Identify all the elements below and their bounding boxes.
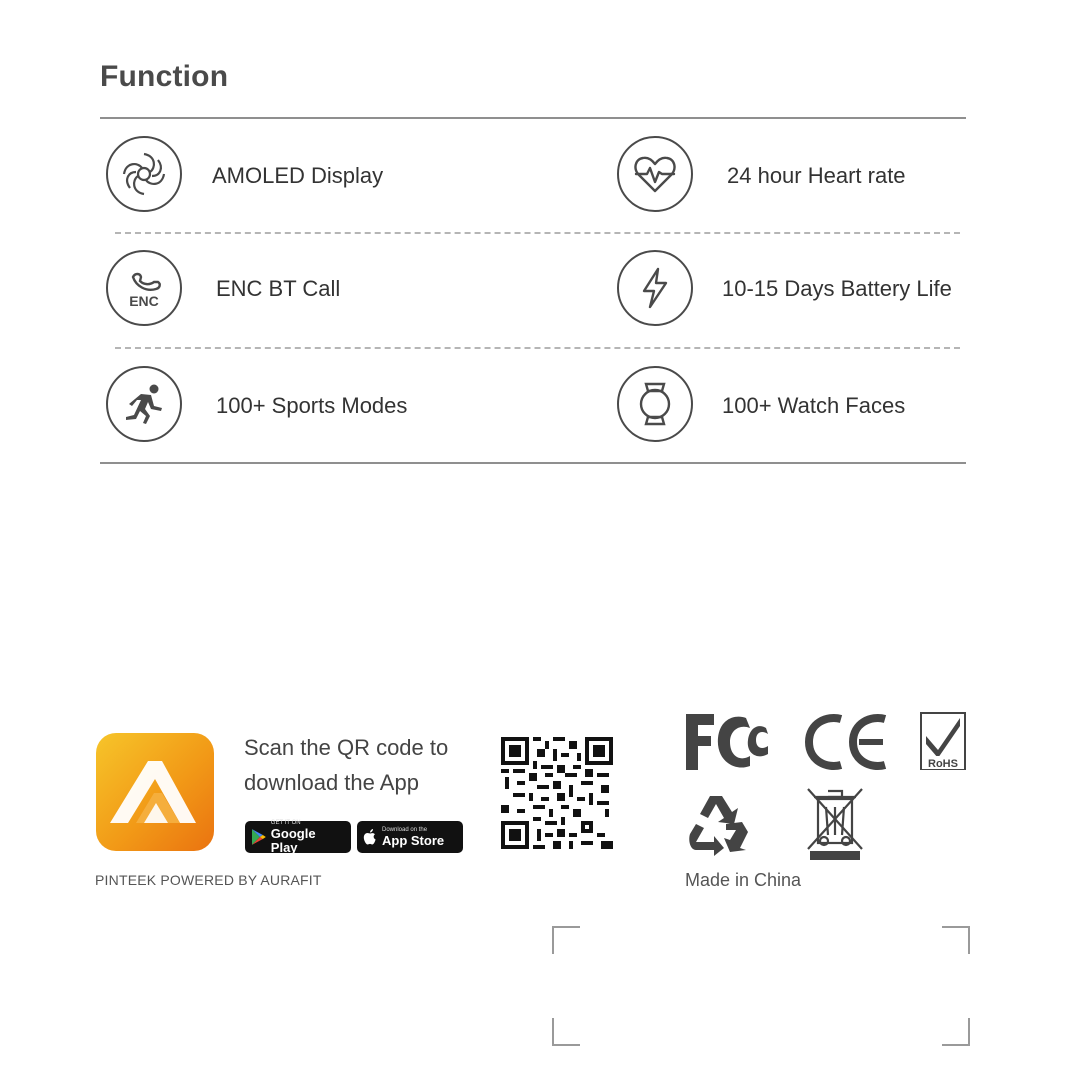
google-play-button[interactable]	[245, 821, 351, 853]
bottom-divider	[100, 462, 966, 464]
ce-mark	[803, 713, 889, 771]
app-store-small-text: Download on the	[382, 826, 428, 833]
feature-label-amoled: AMOLED Display	[212, 163, 384, 188]
row-divider	[115, 347, 960, 349]
rohs-mark	[920, 712, 966, 770]
app-store-label: App Store	[382, 832, 445, 848]
crop-mark-top-right	[942, 926, 970, 954]
apple-icon	[363, 828, 378, 846]
enc-call-icon	[106, 250, 182, 326]
google-play-icon	[251, 828, 267, 846]
crop-mark-bottom-right	[942, 1018, 970, 1046]
recycle-icon	[686, 792, 752, 856]
section-title: Function	[100, 60, 229, 93]
made-in-label: Made in China	[685, 870, 802, 890]
feature-label-enc-call: ENC BT Call	[216, 276, 341, 301]
feature-label-heart-rate: 24 hour Heart rate	[727, 163, 906, 188]
google-play-label: Google Play	[270, 825, 316, 855]
app-logo	[96, 733, 214, 851]
row-divider	[115, 232, 960, 234]
crop-mark-top-left	[552, 926, 580, 954]
scan-instructions	[244, 730, 484, 800]
qr-code	[501, 737, 613, 849]
fcc-logo	[684, 712, 772, 772]
lightning-icon	[617, 250, 693, 326]
top-divider	[100, 117, 966, 119]
brand-line: PINTEEK POWERED BY AURAFIT	[95, 872, 322, 888]
scan-line-2: download the App	[244, 770, 419, 795]
rohs-text: RoHS	[928, 758, 958, 770]
google-play-small-text: GET IT ON	[270, 819, 301, 826]
scan-line-1: Scan the QR code to	[244, 735, 449, 760]
enc-icon-text: ENC	[129, 293, 159, 309]
crop-mark-bottom-left	[552, 1018, 580, 1046]
weee-bin-icon	[804, 783, 866, 861]
running-icon	[106, 366, 182, 442]
feature-label-battery: 10-15 Days Battery Life	[722, 276, 952, 301]
app-store-button[interactable]	[357, 821, 463, 853]
feature-label-watch-faces: 100+ Watch Faces	[722, 393, 906, 418]
feature-label-sports: 100+ Sports Modes	[216, 393, 408, 418]
watch-icon	[617, 366, 693, 442]
heart-rate-icon	[617, 136, 693, 212]
amoled-display-icon	[106, 136, 182, 212]
